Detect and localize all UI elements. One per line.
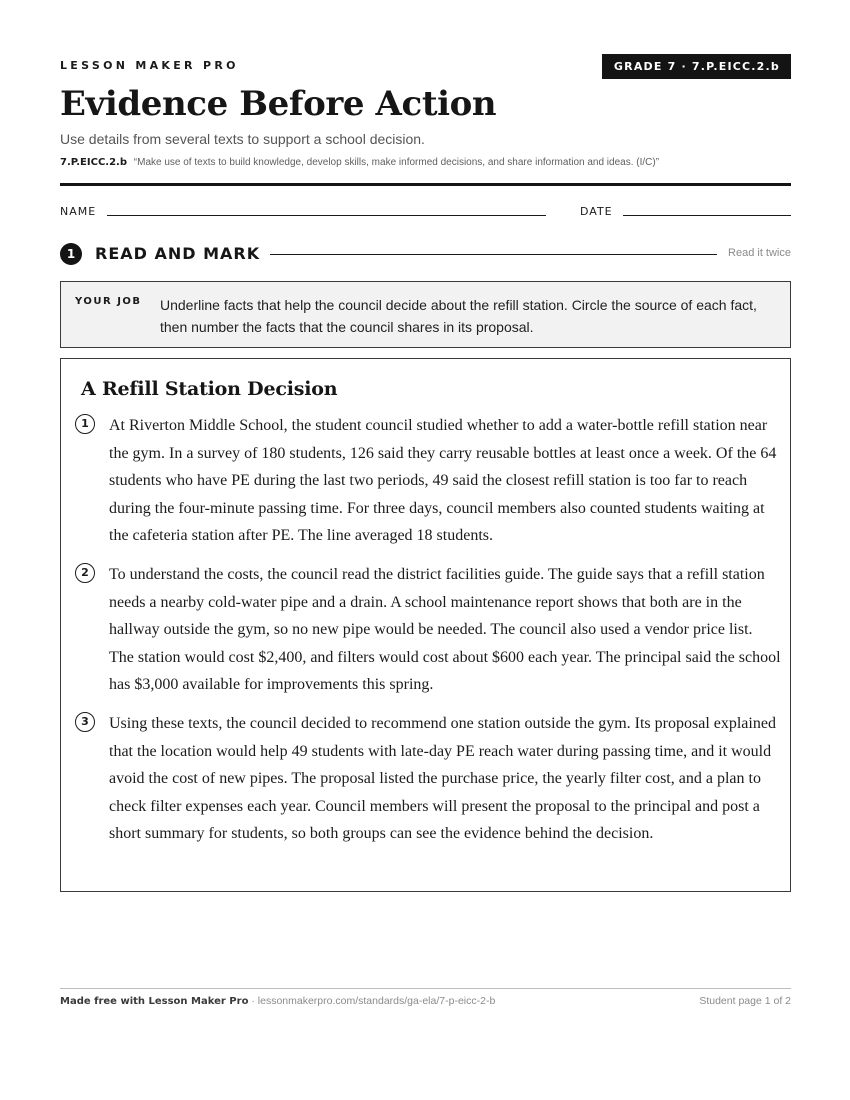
name-label: NAME <box>60 205 97 218</box>
date-field[interactable] <box>623 215 791 216</box>
your-job-label: YOUR JOB <box>75 296 142 307</box>
standard-line <box>60 157 659 168</box>
section-note: Read it twice <box>728 247 791 259</box>
worksheet-page <box>60 0 791 1100</box>
section-divider <box>270 254 717 255</box>
paragraph-text: To understand the costs, the council read the district facilities guide. The guide says that a refill station needs a nearby cold-water pipe and a drain. A school maintenance report shows that both are in the hallway outside the gym, so no new pipe would be needed. The council also used a vendor price list. The station would cost $2,400, and filters would cost about $600 each year. The principal said the school has $3,000 available for improvements this spring. <box>109 566 781 693</box>
section-title: READ AND MARK <box>95 244 261 263</box>
paragraph-number-circle: 1 <box>75 414 95 434</box>
section-number-badge: 1 <box>60 243 82 265</box>
reading-passage <box>60 358 791 892</box>
name-field[interactable] <box>107 215 546 216</box>
footer-url: · lessonmakerpro.com/standards/ga-ela/7-p-eicc-2-b <box>248 995 496 1007</box>
footer-divider <box>60 988 791 989</box>
paragraph-number-circle: 2 <box>75 563 95 583</box>
brand-name: LESSON MAKER PRO <box>60 59 239 72</box>
standard-text: “Make use of texts to build knowledge, develop skills, make informed decisions, and share information and ideas. (I/C)” <box>133 157 660 168</box>
header-divider <box>60 183 791 186</box>
paragraph-text: Using these texts, the council decided to recommend one station outside the gym. Its proposal explained that the location would help 49 students with late-day PE reach water during passing time, and it would avoid the cost of new pipes. The proposal listed the purchase price, the yearly filter cost, and a plan to check filter expenses each year. Council members will present the proposal to the principal and post a short summary for students, so both groups can see the evidence behind the decision. <box>109 715 776 842</box>
footer-credit <box>60 995 495 1007</box>
standard-code: 7.P.EICC.2.b <box>60 157 127 168</box>
paragraph-number-circle: 3 <box>75 712 95 732</box>
date-label: DATE <box>580 205 613 218</box>
your-job-box <box>60 281 791 348</box>
page-subtitle: Use details from several texts to support a school decision. <box>60 131 425 147</box>
page-indicator: Student page 1 of 2 <box>699 995 791 1007</box>
your-job-text: Underline facts that help the council decide about the refill station. Circle the source of each fact, then number the facts that the council shares in its proposal. <box>160 297 757 335</box>
footer-made-with: Made free with Lesson Maker Pro <box>60 996 249 1007</box>
grade-badge: GRADE 7 · 7.P.EICC.2.b <box>602 54 791 79</box>
passage-title: A Refill Station Decision <box>81 378 338 400</box>
page-title: Evidence Before Action <box>60 84 497 124</box>
paragraph-text: At Riverton Middle School, the student council studied whether to add a water-bottle refill station near the gym. In a survey of 180 students, 126 said they carry reusable bottles at least once a week. Of the 64 students who have PE during the last two periods, 49 said the closest refill station is too far to reach during the four-minute passing time. For three days, council members also counted students waiting at the cafeteria station after PE. The line averaged 18 students. <box>109 417 777 544</box>
